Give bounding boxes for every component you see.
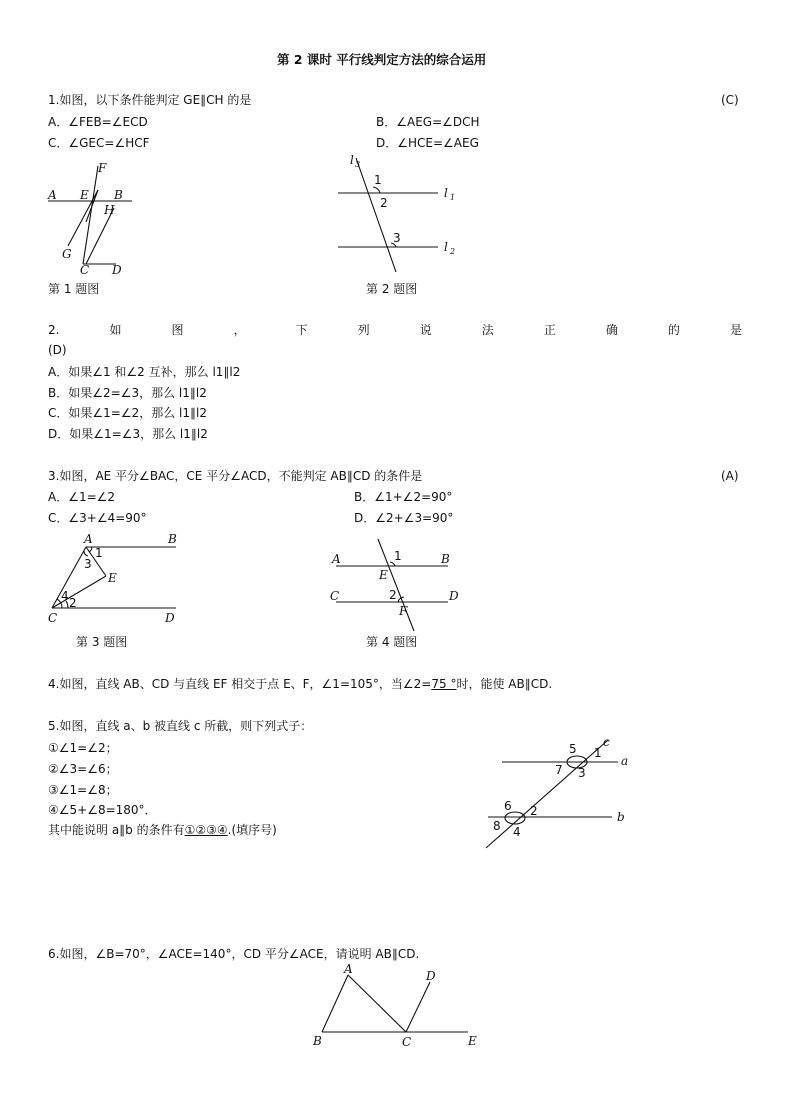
q1-figure bbox=[40, 160, 150, 280]
q1-option-c: C．∠GEC=∠HCF bbox=[48, 136, 150, 150]
q6-label-d: D bbox=[426, 969, 436, 983]
q2-label-l3: l bbox=[350, 153, 354, 167]
q4-answer-blank: 75 ° bbox=[431, 677, 457, 691]
q6-label-a: A bbox=[344, 962, 353, 976]
q1-option-d: D．∠HCE=∠AEG bbox=[376, 136, 479, 150]
q5-angle-8: 8 bbox=[493, 819, 501, 833]
q3-answer: (A) bbox=[721, 469, 739, 483]
q2-figure bbox=[330, 150, 470, 280]
q2-stem-char: 图 bbox=[171, 323, 184, 337]
q3-label-b: B bbox=[168, 532, 177, 546]
q2-angle-3: 3 bbox=[393, 231, 401, 245]
q2-answer: (D) bbox=[48, 343, 67, 357]
q5-figure bbox=[480, 732, 650, 852]
q2-stem-char: 说 bbox=[419, 323, 432, 337]
q5-item-1: ①∠1=∠2； bbox=[48, 741, 118, 755]
q4-label-a: A bbox=[332, 552, 341, 566]
q2-option-a: A．如果∠1 和∠2 互补，那么 l1∥l2 bbox=[48, 365, 241, 379]
q2-label-l1: l bbox=[444, 186, 448, 200]
q1-answer: (C) bbox=[721, 93, 739, 107]
q5-angle-3: 3 bbox=[578, 766, 586, 780]
q5-angle-5: 5 bbox=[569, 742, 577, 756]
q5-item-2: ②∠3=∠6； bbox=[48, 762, 118, 776]
q2-label-l1-sub: 1 bbox=[450, 193, 456, 202]
q6-label-e: E bbox=[468, 1034, 477, 1048]
q6-label-c: C bbox=[402, 1035, 412, 1049]
q5-label-b: b bbox=[617, 810, 625, 824]
q1-label-g: G bbox=[62, 247, 72, 261]
q2-stem-char: 确 bbox=[605, 323, 618, 337]
q2-stem-char: 下 bbox=[295, 323, 308, 337]
q1-stem: 1.如图，以下条件能判定 GE∥CH 的是 bbox=[48, 93, 252, 107]
q3-angle-1: 1 bbox=[95, 546, 103, 560]
q2-stem bbox=[48, 322, 742, 338]
q3-option-a: A．∠1=∠2 bbox=[48, 490, 116, 504]
q1-label-d: D bbox=[112, 263, 122, 277]
q5-angle-2: 2 bbox=[530, 804, 538, 818]
q2-angle-2: 2 bbox=[380, 196, 388, 210]
q1-label-h: H bbox=[104, 203, 115, 217]
page-title: 第 2 课时 平行线判定方法的综合运用 bbox=[277, 52, 487, 67]
q5-stem: 5.如图，直线 a、b 被直线 c 所截，则下列式子： bbox=[48, 719, 313, 733]
q5-item-3: ③∠1=∠8； bbox=[48, 783, 118, 797]
q4-label-c: C bbox=[330, 589, 340, 603]
q4-stem-pre: 4.如图，直线 AB、CD 与直线 EF 相交于点 E、F，∠1=105°，当∠2= bbox=[48, 677, 432, 691]
q2-option-d: D．如果∠1=∠3，那么 l1∥l2 bbox=[48, 427, 208, 441]
q4-label-d: D bbox=[449, 589, 459, 603]
q2-stem-char: ， bbox=[233, 323, 246, 337]
q5-answer-blank: ①②③④ bbox=[184, 823, 228, 837]
q1-label-c: C bbox=[80, 263, 90, 277]
q1-option-a: A．∠FEB=∠ECD bbox=[48, 115, 148, 129]
q3-label-d: D bbox=[165, 611, 175, 625]
q5-angle-7: 7 bbox=[555, 763, 563, 777]
q4-stem bbox=[48, 676, 552, 692]
q5-conclusion-pre: 其中能说明 a∥b 的条件有 bbox=[48, 823, 185, 837]
q6-figure bbox=[310, 958, 485, 1053]
q5-angle-1: 1 bbox=[594, 746, 602, 760]
q2-option-c: C．如果∠1=∠2，那么 l1∥l2 bbox=[48, 406, 207, 420]
q2-angle-1: 1 bbox=[374, 173, 382, 187]
q1-label-b: B bbox=[114, 188, 123, 202]
q5-conclusion-post: .(填序号) bbox=[227, 823, 277, 837]
q1-label-e: E bbox=[80, 188, 89, 202]
q2-stem-char: 正 bbox=[543, 323, 556, 337]
q4-fig-caption: 第 4 题图 bbox=[366, 635, 418, 649]
q1-label-f: F bbox=[98, 161, 107, 175]
q2-option-b: B．如果∠2=∠3，那么 l1∥l2 bbox=[48, 386, 207, 400]
q3-angle-3: 3 bbox=[84, 557, 92, 571]
q2-fig-caption: 第 2 题图 bbox=[366, 282, 418, 296]
q3-option-d: D．∠2+∠3=90° bbox=[354, 511, 454, 525]
q4-label-b: B bbox=[441, 552, 450, 566]
q3-label-a: A bbox=[84, 532, 93, 546]
q4-angle-1: 1 bbox=[394, 549, 402, 563]
q5-conclusion bbox=[48, 822, 277, 838]
q2-stem-char: 是 bbox=[729, 323, 742, 337]
q4-label-e: E bbox=[379, 568, 388, 582]
q6-stem: 6.如图，∠B=70°，∠ACE=140°，CD 平分∠ACE，请说明 AB∥CD. bbox=[48, 947, 420, 961]
q3-angle-4: 4 bbox=[61, 589, 69, 603]
q3-option-c: C．∠3+∠4=90° bbox=[48, 511, 147, 525]
q3-label-c: C bbox=[48, 611, 58, 625]
q3-fig-caption: 第 3 题图 bbox=[76, 635, 128, 649]
q1-option-b: B．∠AEG=∠DCH bbox=[376, 115, 480, 129]
q2-label-l3-sub: 3 bbox=[355, 160, 361, 169]
q1-label-a: A bbox=[48, 188, 57, 202]
q3-label-e: E bbox=[108, 571, 117, 585]
q2-stem-char: 的 bbox=[667, 323, 680, 337]
q3-figure bbox=[44, 530, 194, 630]
q4-figure bbox=[328, 535, 468, 635]
q4-label-f: F bbox=[399, 604, 408, 618]
q1-fig-caption: 第 1 题图 bbox=[48, 282, 100, 296]
q2-stem-char: 2. bbox=[48, 323, 60, 337]
q2-stem-char: 法 bbox=[481, 323, 494, 337]
q2-label-l2-sub: 2 bbox=[450, 247, 456, 256]
q3-angle-2: 2 bbox=[69, 596, 77, 610]
q5-angle-4: 4 bbox=[513, 825, 521, 839]
q6-label-b: B bbox=[313, 1034, 322, 1048]
q5-label-a: a bbox=[621, 754, 629, 768]
q5-item-4: ④∠5+∠8=180°． bbox=[48, 803, 157, 817]
q4-angle-2: 2 bbox=[389, 588, 397, 602]
q4-stem-post: 时，能使 AB∥CD. bbox=[456, 677, 553, 691]
q3-option-b: B．∠1+∠2=90° bbox=[354, 490, 453, 504]
q5-label-c: c bbox=[603, 735, 610, 749]
q2-stem-char: 如 bbox=[109, 323, 122, 337]
q2-stem-char: 列 bbox=[357, 323, 370, 337]
q5-angle-6: 6 bbox=[504, 799, 512, 813]
q3-stem: 3.如图，AE 平分∠BAC，CE 平分∠ACD，不能判定 AB∥CD 的条件是 bbox=[48, 469, 423, 483]
q2-label-l2: l bbox=[444, 240, 448, 254]
